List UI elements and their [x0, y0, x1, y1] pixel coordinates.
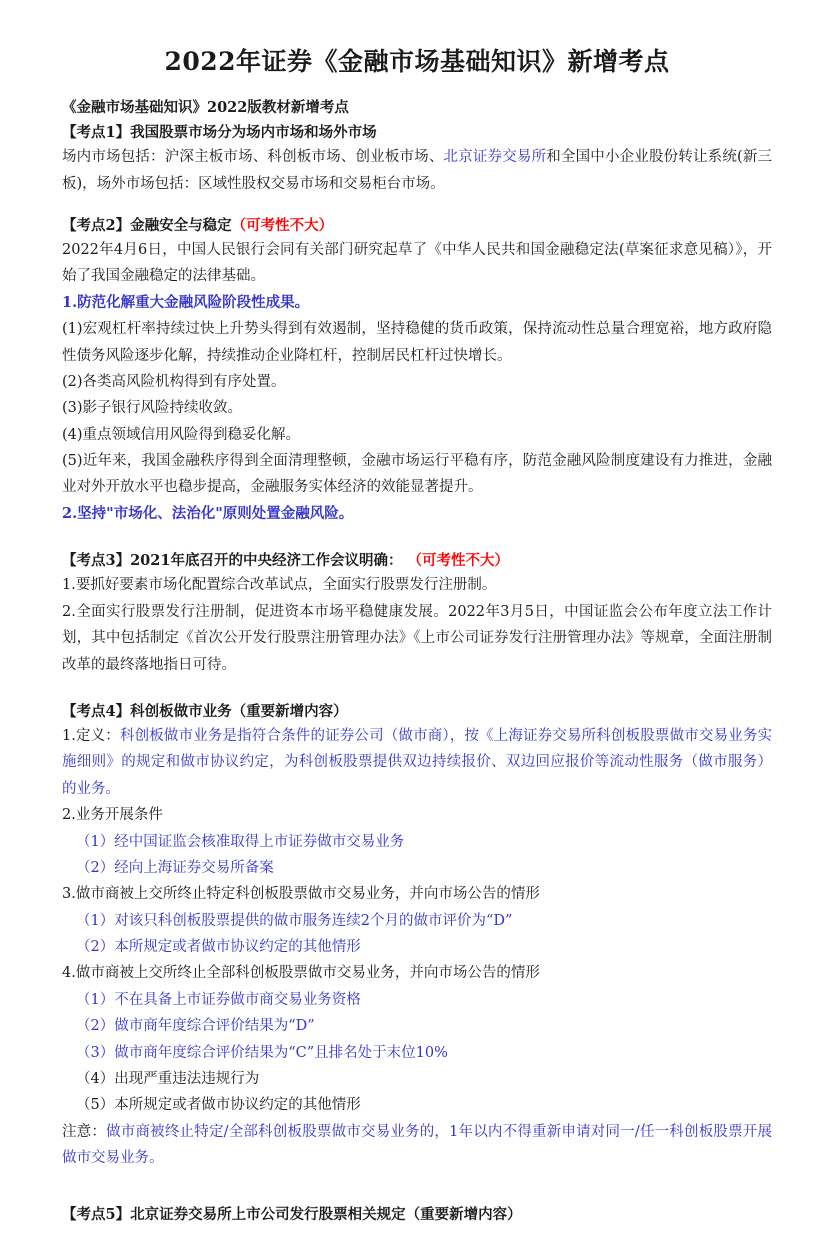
kaodian-2-point-1: 1.防范化解重大金融风险阶段性成果。 [62, 293, 310, 311]
kaodian-2-item: (3)影子银行风险持续收敛。 [62, 400, 243, 417]
kaodian-4-terminate-specific-item: （2）本所规定或者做市协议约定的其他情形 [76, 939, 361, 956]
kaodian-1-body-pre: 场内市场包括：沪深主板市场、科创板市场、创业板市场、 [62, 149, 444, 166]
kaodian-4-heading: 【考点4】科创板做市业务（重要新增内容） [62, 702, 348, 720]
kaodian-1-body [62, 144, 772, 197]
kaodian-4-conditions-label: 2.业务开展条件 [62, 807, 163, 824]
kaodian-4-terminate-all-item: （5）本所规定或者做市协议约定的其他情形 [76, 1097, 361, 1114]
section-kaodian-1 [62, 121, 772, 197]
kaodian-2-paragraph-1: 2022年4月6日，中国人民银行会同有关部门研究起草了《中华人民共和国金融稳定法(草案征求意见稿）》，开始了我国金融稳定的法律基础。 [62, 242, 772, 285]
spacer [62, 197, 772, 214]
kaodian-2-point-2: 2.坚持"市场化、法治化"原则处置金融风险。 [62, 504, 354, 522]
kaodian-4-terminate-all-item: （4）出现严重违法违规行为 [76, 1070, 260, 1087]
kaodian-4-terminate-specific-label: 3.做市商被上交所终止特定科创板股票做市交易业务，并向市场公告的情形 [62, 886, 540, 903]
document-subtitle: 《金融市场基础知识》2022版教材新增考点 [62, 98, 349, 116]
section-kaodian-4 [62, 700, 772, 1172]
kaodian-4-terminate-all-item: （3）做市商年度综合评价结果为“C”且排名处于末位10% [76, 1044, 448, 1061]
kaodian-4-definition-label: 1.定义： [62, 728, 120, 745]
kaodian-1-heading: 【考点1】我国股票市场分为场内市场和场外市场 [62, 123, 377, 141]
spacer [62, 527, 772, 549]
kaodian-2-heading [62, 214, 772, 237]
spacer [62, 678, 772, 700]
kaodian-1-highlight-exchange: 北京证券交易所 [443, 149, 547, 166]
kaodian-4-terminate-all-item: （2）做市商年度综合评价结果为“D” [76, 1018, 315, 1035]
kaodian-4-terminate-specific-item: （1）对该只科创板股票提供的做市服务连续2个月的做市评价为“D” [76, 912, 513, 929]
kaodian-5-heading: 【考点5】北京证券交易所上市公司发行股票相关规定（重要新增内容） [62, 1206, 522, 1224]
kaodian-3-heading-text: 【考点3】2021年底召开的中央经济工作会议明确： [62, 552, 403, 570]
kaodian-2-item: (1)宏观杠杆率持续过快上升势头得到有效遏制，坚持稳健的货币政策，保持流动性总量合理宽裕，地方政府隐性债务风险逐步化解，持续推动企业降杠杆，控制居民杠杆过快增长。 [62, 321, 772, 364]
kaodian-4-terminate-all-label: 4.做市商被上交所终止全部科创板股票做市交易业务，并向市场公告的情形 [62, 965, 540, 982]
kaodian-4-note-text: 做市商被终止特定/全部科创板股票做市交易业务的，1年以内不得重新申请对同一/任一科创板股票开展做市交易业务。 [62, 1123, 773, 1167]
kaodian-4-condition-item: （2）经向上海证券交易所备案 [76, 859, 274, 876]
page-title: 2022年证券《金融市场基础知识》新增考点 [164, 47, 670, 76]
section-kaodian-5 [62, 1203, 772, 1226]
kaodian-2-exam-likelihood-note: （可考性不大） [231, 216, 334, 234]
kaodian-2-item: (5)近年来，我国金融秩序得到全面清理整顿，金融市场运行平稳有序，防范金融风险制度建设有力推进，金融业对外开放水平也稳步提高，金融服务实体经济的效能显著提升。 [62, 453, 772, 496]
section-kaodian-3 [62, 549, 772, 678]
kaodian-4-terminate-all-item: （1）不在具备上市证券做市商交易业务资格 [76, 991, 361, 1008]
kaodian-2-item: (2)各类高风险机构得到有序处置。 [62, 373, 286, 390]
kaodian-3-heading [62, 549, 772, 572]
kaodian-4-definition-text: 科创板做市业务是指符合条件的证券公司（做市商），按《上海证券交易所科创板股票做市交易业务实施细则》的规定和做市协议约定，为科创板股票提供双边持续报价、双边回应报价等流动性服务（做市服务）的业务。 [62, 728, 772, 797]
kaodian-4-definition [62, 723, 772, 802]
section-kaodian-2 [62, 214, 772, 527]
spacer [62, 1193, 772, 1203]
kaodian-2-item: (4)重点领域信用风险得到稳妥化解。 [62, 426, 301, 443]
kaodian-3-item-1: 1.要抓好要素市场化配置综合改革试点，全面实行股票发行注册制。 [62, 577, 497, 594]
kaodian-4-condition-item: （1）经中国证监会核准取得上市证券做市交易业务 [76, 833, 405, 850]
kaodian-2-heading-text: 【考点2】金融安全与稳定 [62, 216, 232, 234]
kaodian-4-note [62, 1119, 772, 1172]
kaodian-3-item-2: 2.全面实行股票发行注册制，促进资本市场平稳健康发展。2022年3月5日，中国证监会公布年度立法工作计划，其中包括制定《首次公开发行股票注册管理办法》《上市公司证券发行注册管理办法》等规章，全面注册制改革的最终落地指日可待。 [62, 603, 772, 673]
kaodian-3-exam-likelihood-note: （可考性不大） [407, 552, 510, 570]
kaodian-4-note-label: 注意： [62, 1123, 107, 1140]
kaodian-1-body-post: 和全国中小企业股份转让系统(新三板)，场外市场包括：区域性股权交易市场和交易柜台市场。 [62, 149, 773, 192]
